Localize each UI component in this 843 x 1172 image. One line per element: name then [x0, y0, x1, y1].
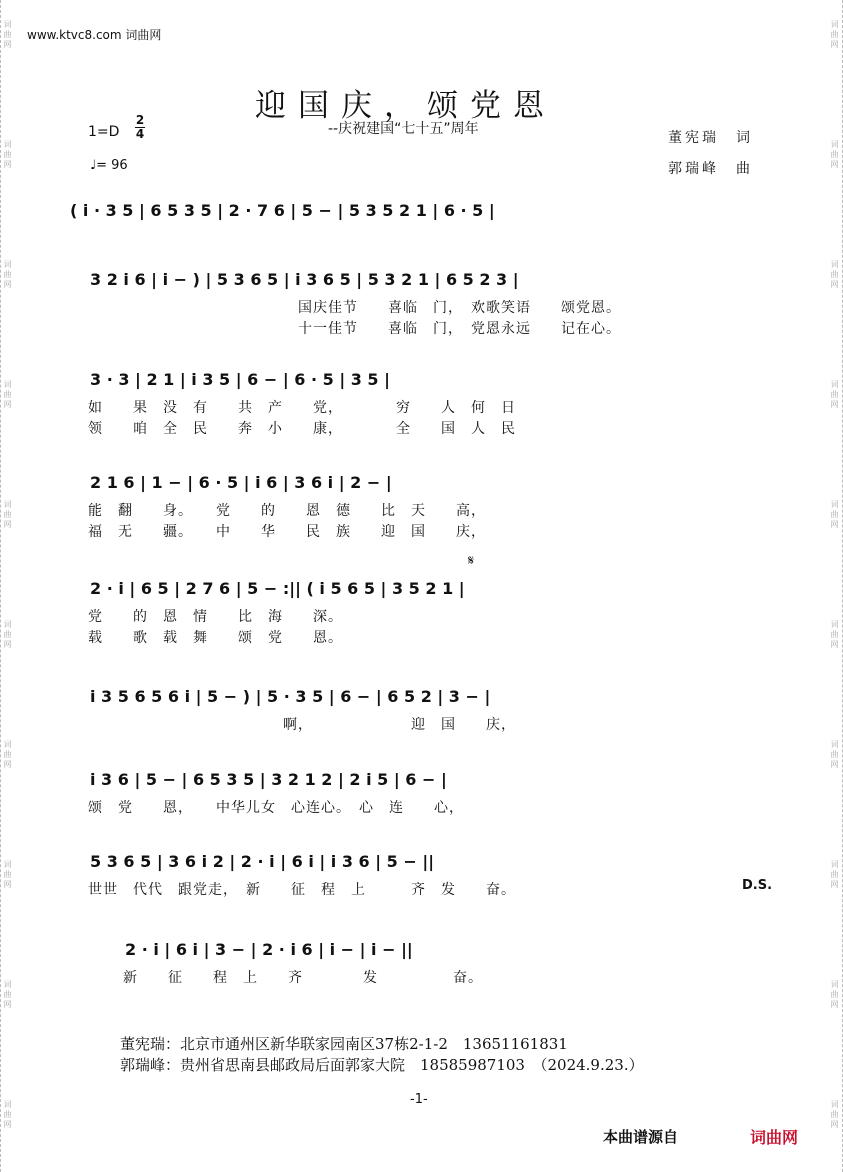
- lyricist-address: 董宪瑞：北京市通州区新华联家园南区37栋2-1-2 13651161831: [120, 1035, 568, 1053]
- watermark-text: 词曲网: [830, 380, 839, 410]
- watermark-text: 词曲网: [3, 380, 12, 410]
- watermark-text: 词曲网: [3, 500, 12, 530]
- lyric-line: 载 歌 载 舞 颂 党 恩。: [88, 630, 343, 646]
- score-row: 2 · i | 6 5 | 2 7 6 | 5 − :|| ( i 5 6 5 | 3 5 2 1 |: [90, 579, 465, 598]
- lyric-line: 颂 党 恩， 中华儿女 心连心。 心 连 心，: [88, 800, 464, 816]
- watermark-text: 词曲网: [830, 860, 839, 890]
- lyric-line: 世世 代代 跟党走， 新 征 程 上 齐 发 奋。: [88, 882, 516, 898]
- segno-sign: 𝄋: [468, 553, 475, 569]
- score-row: 5 3 6 5 | 3 6 i 2 | 2 · i | 6 i | i 3 6 | 5 − ||: [90, 852, 435, 871]
- watermark-text: 词曲网: [830, 620, 839, 650]
- source-logo[interactable]: 词曲网: [750, 1128, 799, 1147]
- watermark-text: 词曲网: [3, 1100, 12, 1130]
- score-row: 2 · i | 6 i | 3 − | 2 · i 6 | i − | i − ||: [125, 940, 413, 959]
- da-segno-mark: D.S.: [742, 878, 773, 893]
- watermark-text: 词曲网: [3, 980, 12, 1010]
- time-signature: [135, 114, 145, 141]
- score-row: i 3 6 | 5 − | 6 5 3 5 | 3 2 1 2 | 2 i 5 | 6 − |: [90, 770, 447, 789]
- song-title: 迎国庆，颂党恩: [255, 88, 556, 124]
- watermark-text: 词曲网: [3, 20, 12, 50]
- site-url[interactable]: www.ktvc8.com 词曲网: [27, 28, 162, 42]
- lyric-line: 领 咱 全 民 奔 小 康， 全 国 人 民: [88, 421, 516, 437]
- right-watermark-strip: [828, 0, 843, 1172]
- lyric-line: 如 果 没 有 共 产 党， 穷 人 何 日: [88, 400, 516, 416]
- watermark-text: 词曲网: [830, 980, 839, 1010]
- watermark-text: 词曲网: [830, 500, 839, 530]
- tempo-value: = 96: [96, 158, 128, 173]
- watermark-text: 词曲网: [830, 140, 839, 170]
- key-signature: 1=D: [88, 124, 120, 140]
- lyric-line: 福 无 疆。 中 华 民 族 迎 国 庆，: [88, 524, 486, 540]
- time-signature-top: 2: [135, 113, 145, 127]
- watermark-text: 词曲网: [830, 740, 839, 770]
- score-row: 3 · 3 | 2 1 | i 3 5 | 6 − | 6 · 5 | 3 5 |: [90, 370, 390, 389]
- watermark-text: 词曲网: [3, 620, 12, 650]
- watermark-text: 词曲网: [3, 860, 12, 890]
- lyric-line: 十一佳节 喜临 门， 党恩永远 记在心。: [298, 321, 621, 337]
- page-number: -1-: [410, 1092, 428, 1107]
- lyric-line: 能 翻 身。 党 的 恩 德 比 天 高，: [88, 503, 486, 519]
- score-row: ( i · 3 5 | 6 5 3 5 | 2 · 7 6 | 5 − | 5 3 5 2 1 | 6 · 5 |: [70, 201, 495, 220]
- quarter-note-icon: ♩: [90, 158, 97, 173]
- lyric-line: 新 征 程 上 齐 发 奋。: [123, 970, 483, 986]
- watermark-text: 词曲网: [830, 20, 839, 50]
- left-watermark-strip: [0, 0, 15, 1172]
- watermark-text: 词曲网: [3, 140, 12, 170]
- tempo-marking: [90, 158, 128, 173]
- score-row: 2 1 6 | 1 − | 6 · 5 | i 6 | 3 6 i | 2 − |: [90, 473, 392, 492]
- watermark-text: 词曲网: [3, 260, 12, 290]
- watermark-text: 词曲网: [3, 740, 12, 770]
- watermark-text: 词曲网: [830, 1100, 839, 1130]
- lyricist-credit: 董宪瑞 词: [668, 130, 753, 146]
- score-row: i 3 5 6 5 6 i | 5 − ) | 5 · 3 5 | 6 − | 6 5 2 | 3 − |: [90, 687, 491, 706]
- time-signature-bottom: 4: [135, 127, 145, 141]
- lyric-line: 啊， 迎 国 庆，: [88, 717, 516, 733]
- source-label: 本曲谱源自: [603, 1128, 679, 1146]
- composer-address: 郭瑞峰：贵州省思南县邮政局后面郭家大院 18585987103 （2024.9.23.）: [120, 1056, 644, 1074]
- composer-credit: 郭瑞峰 曲: [668, 161, 753, 177]
- song-subtitle: --庆祝建国“七十五”周年: [328, 121, 479, 137]
- watermark-text: 词曲网: [830, 260, 839, 290]
- lyric-line: 党 的 恩 情 比 海 深。: [88, 609, 343, 625]
- lyric-line: 国庆佳节 喜临 门， 欢歌笑语 颂党恩。: [298, 300, 621, 316]
- score-row: 3 2 i 6 | i − ) | 5 3 6 5 | i 3 6 5 | 5 3 2 1 | 6 5 2 3 |: [90, 270, 519, 289]
